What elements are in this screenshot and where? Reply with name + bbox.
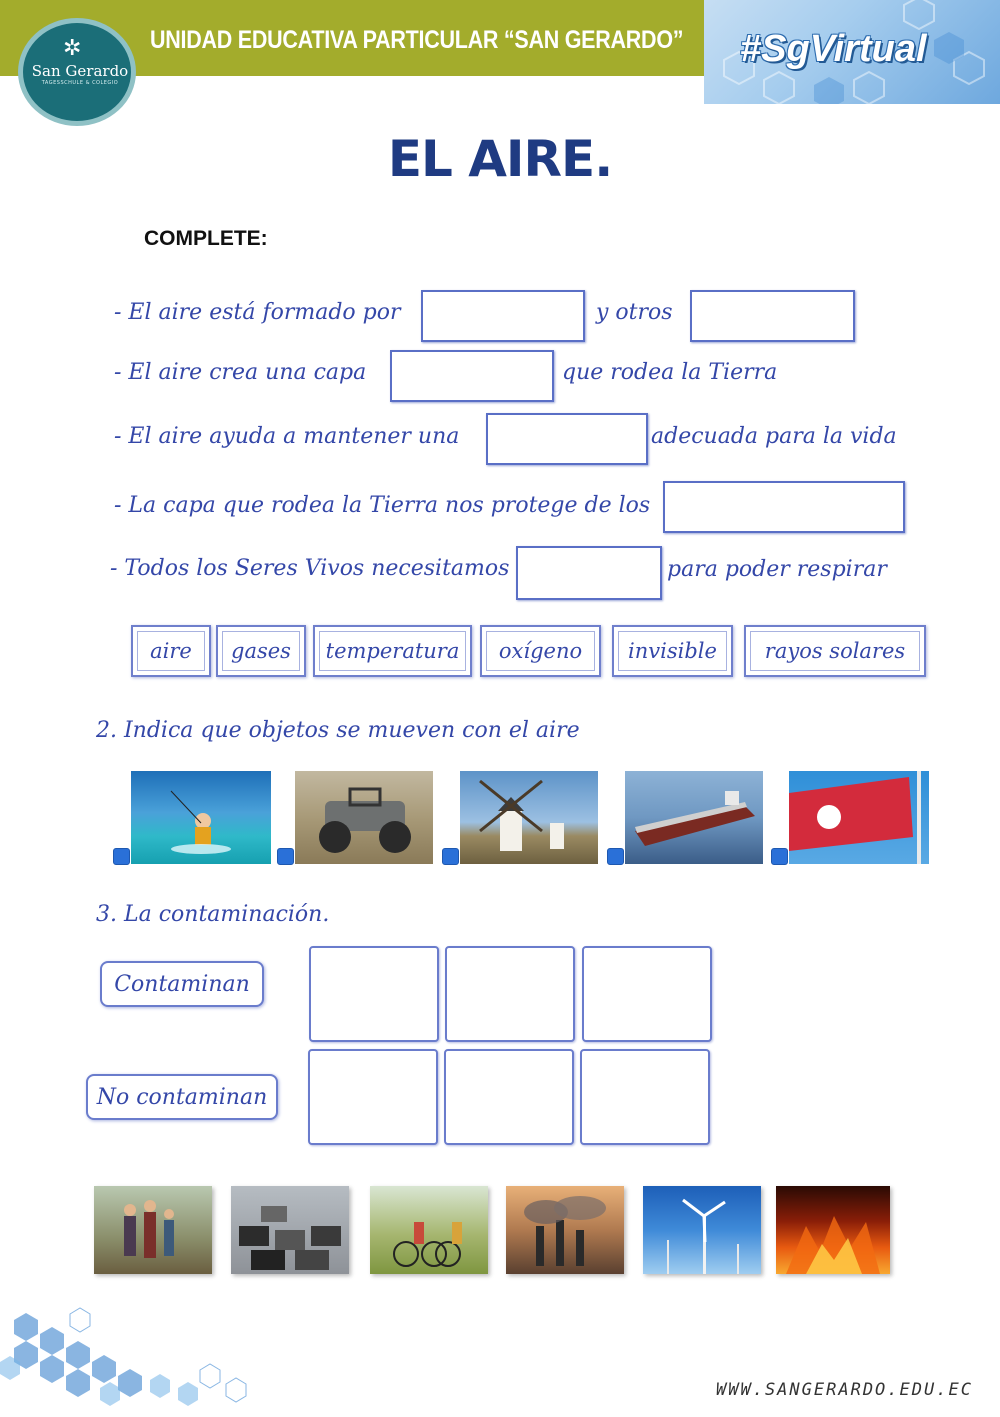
word-chip-invisible[interactable]: invisible	[612, 625, 733, 677]
blank-1b[interactable]	[690, 290, 855, 342]
flag-photo	[789, 771, 929, 864]
fire-photo[interactable]	[776, 1186, 890, 1274]
word-chip-oxigeno[interactable]: oxígeno	[480, 625, 601, 677]
instruction-label: COMPLETE:	[144, 227, 268, 250]
blank-4[interactable]	[663, 481, 905, 533]
word-chip-gases[interactable]: gases	[216, 625, 306, 677]
drop-zone-no-contaminan-2[interactable]	[444, 1049, 574, 1145]
word-chip-rayos-solares[interactable]: rayos solares	[744, 625, 926, 677]
logo-name: San Gerardo	[31, 62, 129, 80]
sentence-3a: - El aire ayuda a mantener una	[114, 424, 460, 449]
hashtag-text: #SgVirtual	[740, 28, 927, 70]
hexagon-decoration	[0, 1300, 260, 1413]
cyclists-photo[interactable]	[370, 1186, 488, 1274]
drop-zone-contaminan-3[interactable]	[582, 946, 712, 1042]
page-title: EL AIRE.	[387, 130, 613, 188]
windmills-photo	[460, 771, 598, 864]
logo-subtitle: TAGESSCHULE & COLEGIO	[41, 80, 119, 86]
family-walking-photo[interactable]	[94, 1186, 212, 1274]
drop-zone-no-contaminan-3[interactable]	[580, 1049, 710, 1145]
word-chip-aire[interactable]: aire	[131, 625, 211, 677]
blank-2[interactable]	[390, 350, 554, 402]
kitesurf-photo	[131, 771, 271, 864]
sentence-4a: - La capa que rodea la Tierra nos protege de los	[114, 493, 651, 518]
sentence-3b: adecuada para la vida	[651, 424, 897, 449]
drop-zone-contaminan-1[interactable]	[309, 946, 439, 1042]
traffic-jam-photo[interactable]	[231, 1186, 349, 1274]
drop-zone-no-contaminan-1[interactable]	[308, 1049, 438, 1145]
section3-heading: 3. La contaminación.	[96, 902, 330, 927]
checkbox-kitesurf[interactable]	[113, 848, 130, 865]
sentence-1a: - El aire está formado por	[114, 300, 401, 325]
word-chip-temperatura[interactable]: temperatura	[313, 625, 472, 677]
tanker-ship-photo	[625, 771, 763, 864]
sentence-5a: - Todos los Seres Vivos necesitamos	[110, 556, 510, 581]
factory-smoke-photo[interactable]	[506, 1186, 624, 1274]
blank-5[interactable]	[516, 546, 662, 600]
checkbox-tanker[interactable]	[607, 848, 624, 865]
sentence-1b: y otros	[596, 300, 673, 325]
sentence-2a: - El aire crea una capa	[114, 360, 367, 385]
sentence-5b: para poder respirar	[667, 557, 887, 582]
checkbox-windmills[interactable]	[442, 848, 459, 865]
wind-turbines-photo[interactable]	[643, 1186, 761, 1274]
blank-3[interactable]	[486, 413, 648, 465]
logo-star-icon: ✲	[63, 36, 82, 61]
label-contaminan: Contaminan	[100, 961, 264, 1007]
checkbox-buggy[interactable]	[277, 848, 294, 865]
sentence-2b: que rodea la Tierra	[562, 360, 778, 385]
label-no-contaminan: No contaminan	[86, 1074, 278, 1120]
section2-heading: 2. Indica que objetos se mueven con el aire	[96, 718, 580, 743]
buggy-photo	[295, 771, 433, 864]
checkbox-flag[interactable]	[771, 848, 788, 865]
school-name: UNIDAD EDUCATIVA PARTICULAR “SAN GERARDO”	[150, 26, 684, 54]
blank-1a[interactable]	[421, 290, 585, 342]
website-url: WWW.SANGERARDO.EDU.EC	[716, 1380, 973, 1400]
drop-zone-contaminan-2[interactable]	[445, 946, 575, 1042]
